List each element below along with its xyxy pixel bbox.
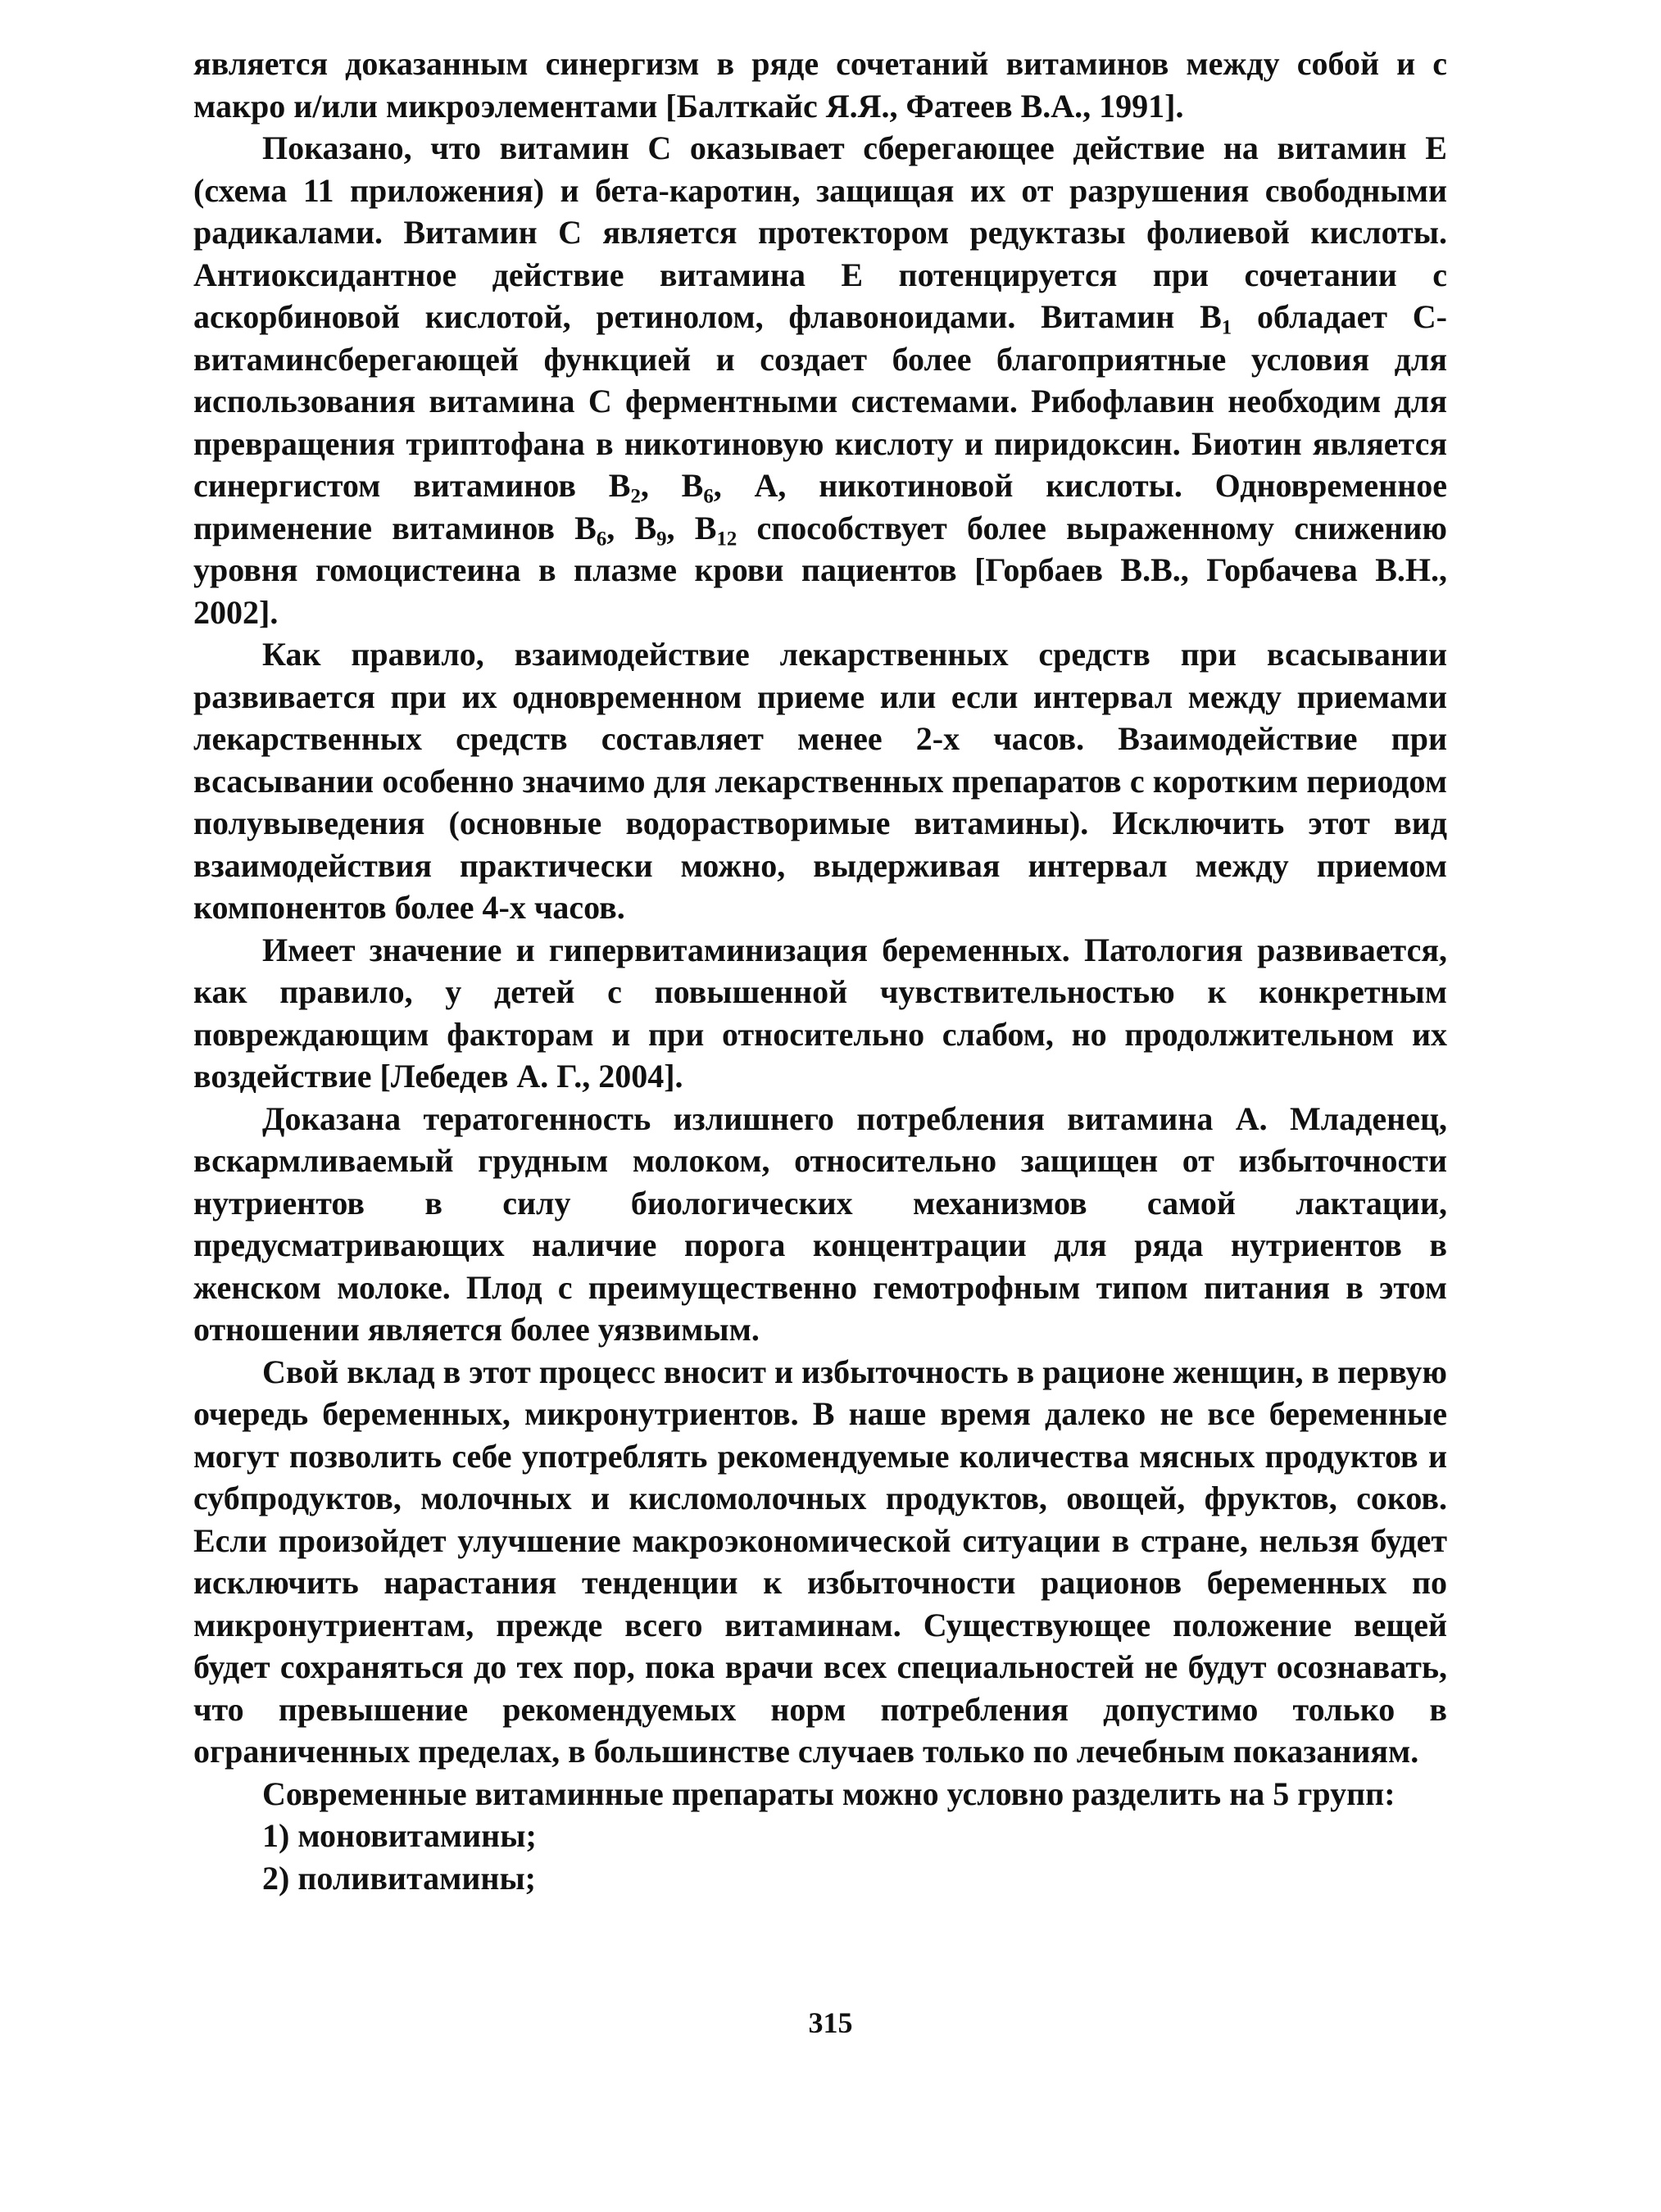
list-item: 1) моновитамины;: [262, 1817, 537, 1854]
list-item: 2) поливитамины;: [262, 1859, 537, 1897]
paragraph-absorption-interaction: Как правило, взаимодействие лекарственных средств при всасывании развивается при их одновременном приеме или если интервал между приемами лекарственных средств составляет менее 2-х часов. Взаимодействие при всасывании особенно значимо для лекарственных препаратов с коротким периодом полувыведения (основные водорастворимые витамины). Исключить этот вид взаимодействия практически можно, выдерживая интервал между приемом компонентов более 4-х часов.: [193, 636, 1447, 926]
paragraph-teratogenicity: Доказана тератогенность излишнего потребления витамина А. Младенец, вскармливаемый грудным молоком, относительно защищен от избыточности нутриентов в силу биологических механизмов самой лактации, предусматривающих наличие порога концентрации для ряда нутриентов в женском молоке. Плод с преимущественно гемотрофным типом питания в этом отношении является более уязвимым.: [193, 1099, 1447, 1348]
paragraph-excess-intake: Свой вклад в этот процесс вносит и избыточность в рационе женщин, в первую очередь беременных, микронутриентов. В наше время далеко не все беременные могут позволить себе употреблять рекомендуемые количества мясных продуктов и субпродуктов, молочных и кисломолочных продуктов, овощей, фруктов, соков. Если произойдет улучшение макроэкономической ситуации в стране, нельзя будет исключить нарастания тенденции к избыточности рационов беременных по микронутриентам, прежде всего витаминам. Существующее положение вещей будет сохраняться до тех пор, пока врачи всех специальностей не будут осознавать, что превышение рекомендуемых норм потребления допустимо только в ограниченных пределах, в большинстве случаев только по лечебным показаниям.: [193, 1353, 1447, 1770]
paragraph-hypervitaminization: Имеет значение и гипервитаминизация беременных. Патология развивается, как правило, у детей с повышенной чувствительностью к конкретным повреждающим факторам и при относительно слабом, но продолжительном их воздействие [Лебедев А. Г., 2004].: [193, 931, 1447, 1095]
page-body: [193, 43, 1447, 1899]
paragraph-groups-intro: Современные витаминные препараты можно условно разделить на 5 групп:: [262, 1775, 1396, 1812]
vitamin-groups-list: [193, 1815, 1447, 1899]
paragraph-continuation: является доказанным синергизм в ряде сочетаний витаминов между собой и с макро и/или микроэлементами [Балткайс Я.Я., Фатеев В.А., 1991].: [193, 45, 1447, 125]
paragraph-vitamin-synergy: Показано, что витамин С оказывает сберегающее действие на витамин Е (схема 11 приложения) и бета-каротин, защищая их от разрушения свободными радикалами. Витамин С является протектором редуктазы фолиевой кислоты. Антиоксидантное действие витамина Е потенцируется при сочетании с аскорбиновой кислотой, ретинолом, флавоноидами. Витамин $В_1$ обладает С-витаминсберегающей функцией и создает более благоприятные условия для использования витамина С ферментными системами. Рибофлавин необходим для превращения триптофана в никотиновую кислоту и пиридоксин. Биотин является синергистом витаминов $В_2$, $В_6$, А, никотиновой кислоты. Одновременное применение витаминов $В_6$, $В_9$, $В_{12}$ способствует более выраженному снижению уровня гомоцистеина в плазме крови пациентов [Горбаев В.В., Горбачева В.Н., 2002].: [193, 129, 1448, 631]
page-number: 315: [808, 2006, 853, 2039]
